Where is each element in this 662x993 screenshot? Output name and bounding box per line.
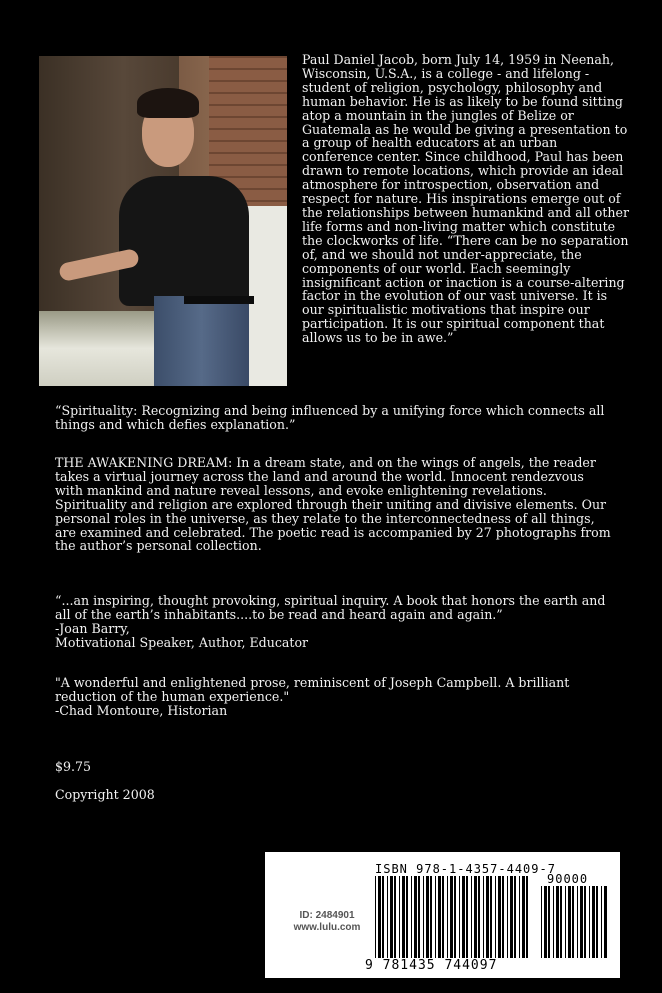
barcode-bar	[459, 876, 460, 958]
price: $9.75	[55, 759, 92, 774]
barcode-bar	[454, 876, 456, 958]
review-author: -Joan Barry,	[55, 620, 130, 636]
barcode-bar	[565, 886, 566, 958]
copyright: Copyright 2008	[55, 787, 155, 802]
book-description: THE AWAKENING DREAM: In a dream state, and on the wings of angels, the reader takes a virtual journey across the land and around the world. Innocent rendezvous with mankind and nature reveal lessons, and evoke enlightening revelations. Spirituality and religion are explored through their uniting and divisive elements. Our personal roles in the universe, as they relate to the interconnectedness of all things, are examined and celebrated. The poetic read is accompanied by 27 photographs from the author’s personal collection.	[55, 455, 611, 554]
barcode-bar	[466, 876, 468, 958]
author-bio: Paul Daniel Jacob, born July 14, 1959 in Neenah, Wisconsin, U.S.A., is a college - and lifelong - student of religion, psychology, philosophy and human behavior. He is as likely to be found sitting atop a mountain in the jungles of Belize or Guatemala as he would be giving a presentation to a group of health educators at an urban conference center. Since childhood, Paul has been drawn to remote locations, which provide an ideal atmosphere for introspection, observation and respect for nature. His inspirations emerge out of the relationships between humankind and all other life forms and non-living matter which constitute the clockworks of life. “There can be no separation of, and we should not under-appreciate, the components of our world. Each seemingly insignificant action or inaction is a course-altering factor in the evolution of our vast universe. It is our spiritualistic motivations that inspire our participation. It is our spiritual component that allows us to be in awe.”	[302, 52, 630, 346]
barcode-bar	[507, 876, 508, 958]
barcode-bar	[390, 876, 393, 958]
barcode-bar	[544, 886, 547, 958]
barcode-bar	[596, 886, 598, 958]
barcode-bar	[483, 876, 484, 958]
barcode-bar	[522, 876, 525, 958]
barcode-bar	[442, 876, 444, 958]
barcode-bar	[584, 886, 586, 958]
review-quote: "A wonderful and enlightened prose, reminiscent of Joseph Campbell. A brilliant reduction of the human experience."	[55, 675, 570, 704]
barcode-bar	[411, 876, 412, 958]
barcode-bar	[399, 876, 400, 958]
barcode-bar	[486, 876, 489, 958]
price-code: 90000	[547, 872, 589, 886]
barcode-bar	[604, 886, 607, 958]
barcode-bar	[471, 876, 472, 958]
barcode-bar	[601, 886, 602, 958]
barcode-bar	[414, 876, 417, 958]
barcode-bar	[502, 876, 504, 958]
barcode-bar	[450, 876, 453, 958]
barcode-bar	[490, 876, 492, 958]
barcode-bar	[426, 876, 429, 958]
review-joan-barry	[55, 594, 615, 650]
price-barcode	[541, 886, 607, 958]
barcode-bar	[406, 876, 408, 958]
photo-shirt	[119, 176, 249, 306]
barcode-bar	[568, 886, 571, 958]
barcode-bar	[478, 876, 480, 958]
lulu-id: ID: 2484901	[299, 910, 355, 921]
barcode-bar	[498, 876, 501, 958]
lulu-url: www.lulu.com	[293, 922, 361, 933]
photo-belt	[184, 296, 254, 304]
review-author-role: Motivational Speaker, Author, Educator	[55, 634, 309, 650]
barcode-bar	[560, 886, 562, 958]
barcode-bar	[495, 876, 496, 958]
barcode-bar	[447, 876, 448, 958]
barcode-bar	[387, 876, 388, 958]
lulu-id-block	[277, 910, 377, 934]
barcode-bar	[510, 876, 513, 958]
barcode-bar	[375, 876, 376, 958]
barcode-bar	[577, 886, 578, 958]
barcode-bar	[519, 876, 520, 958]
barcode-bar	[378, 876, 381, 958]
barcode-bar	[580, 886, 583, 958]
barcode-bar	[572, 886, 574, 958]
barcode-bar	[541, 886, 542, 958]
barcode-bar	[430, 876, 432, 958]
barcode-bar	[548, 886, 550, 958]
barcode-bar	[556, 886, 559, 958]
barcode-bar	[474, 876, 477, 958]
photo-hair	[137, 88, 199, 118]
barcode-bar	[553, 886, 554, 958]
barcode-bar	[514, 876, 516, 958]
barcode-bar	[382, 876, 384, 958]
review-chad-montoure	[55, 676, 615, 718]
ean-digits: 9 781435 744097	[365, 958, 498, 973]
ean-barcode	[375, 876, 530, 958]
photo-jeans	[154, 296, 249, 386]
barcode-bar	[423, 876, 424, 958]
barcode-bar	[402, 876, 405, 958]
spirituality-quote: “Spirituality: Recognizing and being influenced by a unifying force which connects all things and which defies explanation.”	[55, 403, 605, 432]
barcode-bar	[589, 886, 590, 958]
barcode-bar	[438, 876, 441, 958]
barcode-bar	[435, 876, 436, 958]
review-author: -Chad Montoure, Historian	[55, 702, 228, 718]
isbn-text: ISBN 978-1-4357-4409-7	[375, 862, 556, 876]
barcode-box	[265, 852, 620, 978]
barcode-bar	[526, 876, 528, 958]
barcode-bar	[462, 876, 465, 958]
author-photo	[39, 56, 287, 386]
review-quote: “...an inspiring, thought provoking, spiritual inquiry. A book that honors the earth and all of the earth’s inhabitants....to be read and heard again and again.”	[55, 593, 606, 622]
barcode-bar	[394, 876, 396, 958]
barcode-bar	[418, 876, 420, 958]
barcode-bar	[592, 886, 595, 958]
